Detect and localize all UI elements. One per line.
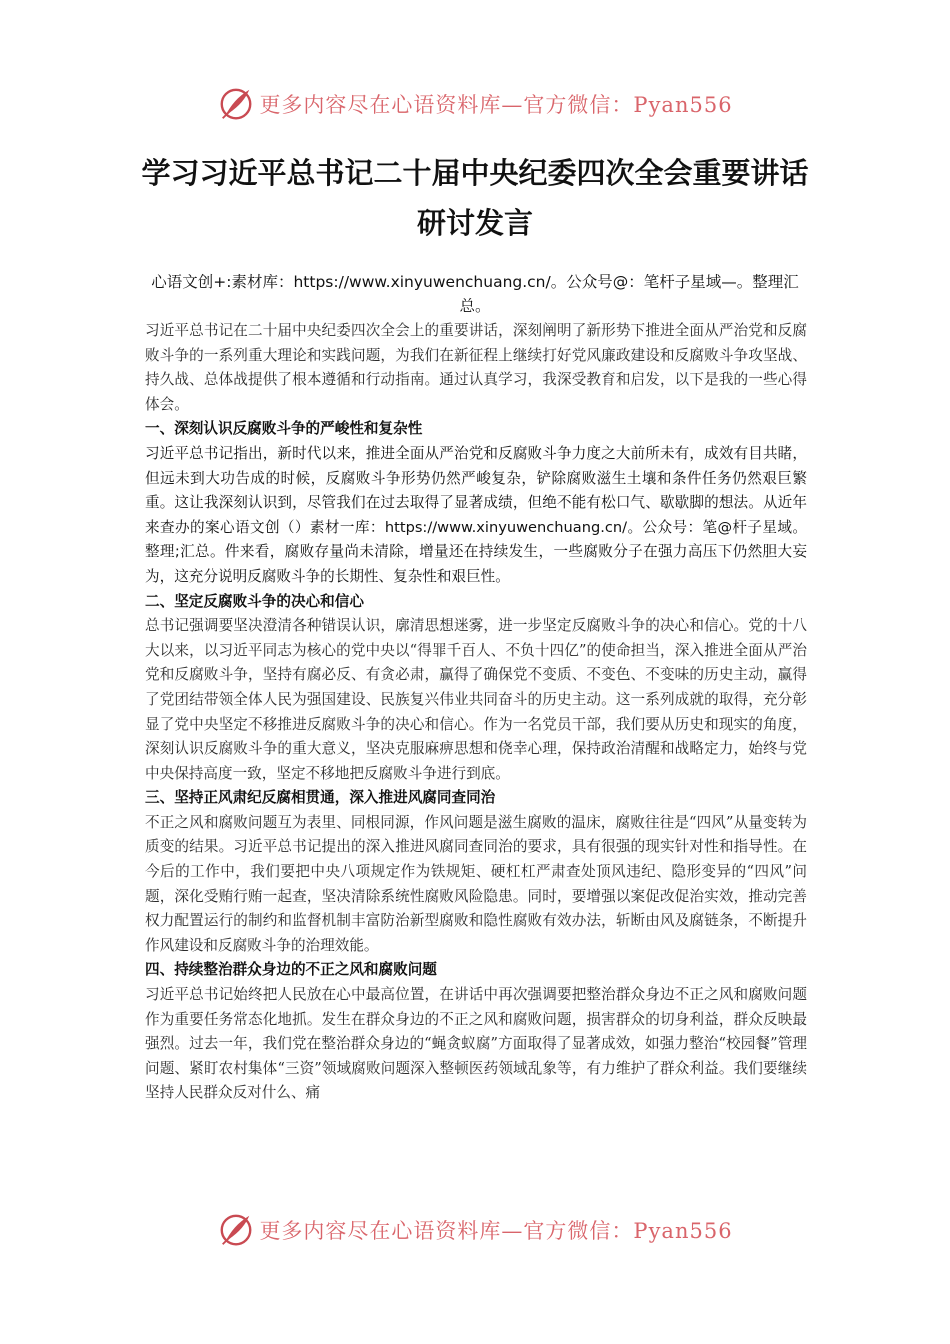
section-paragraph: 不正之风和腐败问题互为表里、同根同源，作风问题是滋生腐败的温床，腐败往往是“四风”从量变转为质变的结果。习近平总书记提出的深入推进风腐同查同治的要求，具有很强的现实针对性和指导性。在今后的工作中，我们要把中央八项规定作为铁规矩、硬杠杠严肃查处顶风违纪、隐形变异的“四风”问题，深化受贿行贿一起查，坚决清除系统性腐败风险隐患。同时，要增强以案促改促治实效，推动完善权力配置运行的制约和监督机制丰富防治新型腐败和隐性腐败有效办法，斩断由风及腐链条，不断提升作风建设和反腐败斗争的治理效能。 — [145, 813, 807, 954]
section-heading: 四、持续整治群众身边的不正之风和腐败问题 — [145, 961, 437, 979]
banner-text: 更多内容尽在心语资料库—官方微信：Pyan556 — [259, 93, 733, 117]
intro-paragraph: 习近平总书记在二十届中央纪委四次全会上的重要讲话，深刻阐明了新形势下推进全面从严治党和反腐败斗争的一系列重大理论和实践问题，为我们在新征程上继续打好党风廉政建设和反腐败斗争攻坚战、持久战、总体战提供了根本遵循和行动指南。通过认真学习，我深受教育和启发，以下是我的一些心得体会。 — [145, 322, 807, 413]
section-heading: 二、坚定反腐败斗争的决心和信心 — [145, 592, 364, 610]
document-body — [145, 319, 807, 1106]
title-line-2: 研讨发言 — [416, 206, 533, 240]
section-paragraph: 习近平总书记始终把人民放在心中最高位置，在讲话中再次强调要把整治群众身边不正之风和腐败问题作为重要任务常态化地抓。发生在群众身边的不正之风和腐败问题，损害群众的切身利益，群众反映最强烈。过去一年，我们党在整治群众身边的“蝇贪蚁腐”方面取得了显著成效，如强力整治“校园餐”管理问题、紧盯农村集体“三资”领域腐败问题深入整顿医药领域乱象等，有力维护了群众利益。我们要继续坚持人民群众反对什么、痛 — [145, 986, 807, 1102]
section-paragraph: 习近平总书记指出，新时代以来，推进全面从严治党和反腐败斗争力度之大前所未有，成效有目共睹，但远未到大功告成的时候，反腐败斗争形势仍然严峻复杂，铲除腐败滋生土壤和条件任务仍然艰巨繁重。这让我深刻认识到，尽管我们在过去取得了显著成绩，但绝不能有松口气、歇歇脚的想法。从近年来查办的案心语文创（）素材一库：https://www.xinyuwenchuang.cn/。公众号：笔@杆子星域。整理;汇总。件来看，腐败存量尚未清除，增量还在持续发生，一些腐败分子在强力高压下仍然胆大妄为，这充分说明反腐败斗争的长期性、复杂性和艰巨性。 — [145, 444, 807, 585]
section-heading: 一、深刻认识反腐败斗争的严峻性和复杂性 — [145, 420, 423, 438]
banner-text: 更多内容尽在心语资料库—官方微信：Pyan556 — [259, 1219, 733, 1243]
quill-logo-icon — [217, 1211, 255, 1249]
title-line-1: 学习习近平总书记二十届中央纪委四次全会重要讲话 — [141, 156, 809, 190]
quill-logo-icon — [217, 85, 255, 123]
section-heading: 三、坚持正风肃纪反腐相贯通，深入推进风腐同查同治 — [145, 789, 496, 807]
document-title — [100, 148, 850, 248]
header-banner — [0, 82, 950, 126]
footer-banner — [0, 1208, 950, 1252]
section-paragraph: 总书记强调要坚决澄清各种错误认识，廓清思想迷雾，进一步坚定反腐败斗争的决心和信心。党的十八大以来，以习近平同志为核心的党中央以“得罪千百人、不负十四亿”的使命担当，深入推进全面从严治党和反腐败斗争，坚持有腐必反、有贪必肃，赢得了确保党不变质、不变色、不变味的历史主动，赢得了党团结带领全体人民为强国建设、民族复兴伟业共同奋斗的历史主动。这一系列成就的取得，充分彰显了党中央坚定不移推进反腐败斗争的决心和信心。作为一名党员干部，我们要从历史和现实的角度，深刻认识反腐败斗争的重大意义，坚决克服麻痹思想和侥幸心理，保持政治清醒和战略定力，始终与党中央保持高度一致，坚定不移地把反腐败斗争进行到底。 — [145, 617, 807, 782]
source-note: 心语文创+:素材库：https://www.xinyuwenchuang.cn/。公众号@：笔杆子星域—。整理汇总。 — [151, 273, 799, 315]
